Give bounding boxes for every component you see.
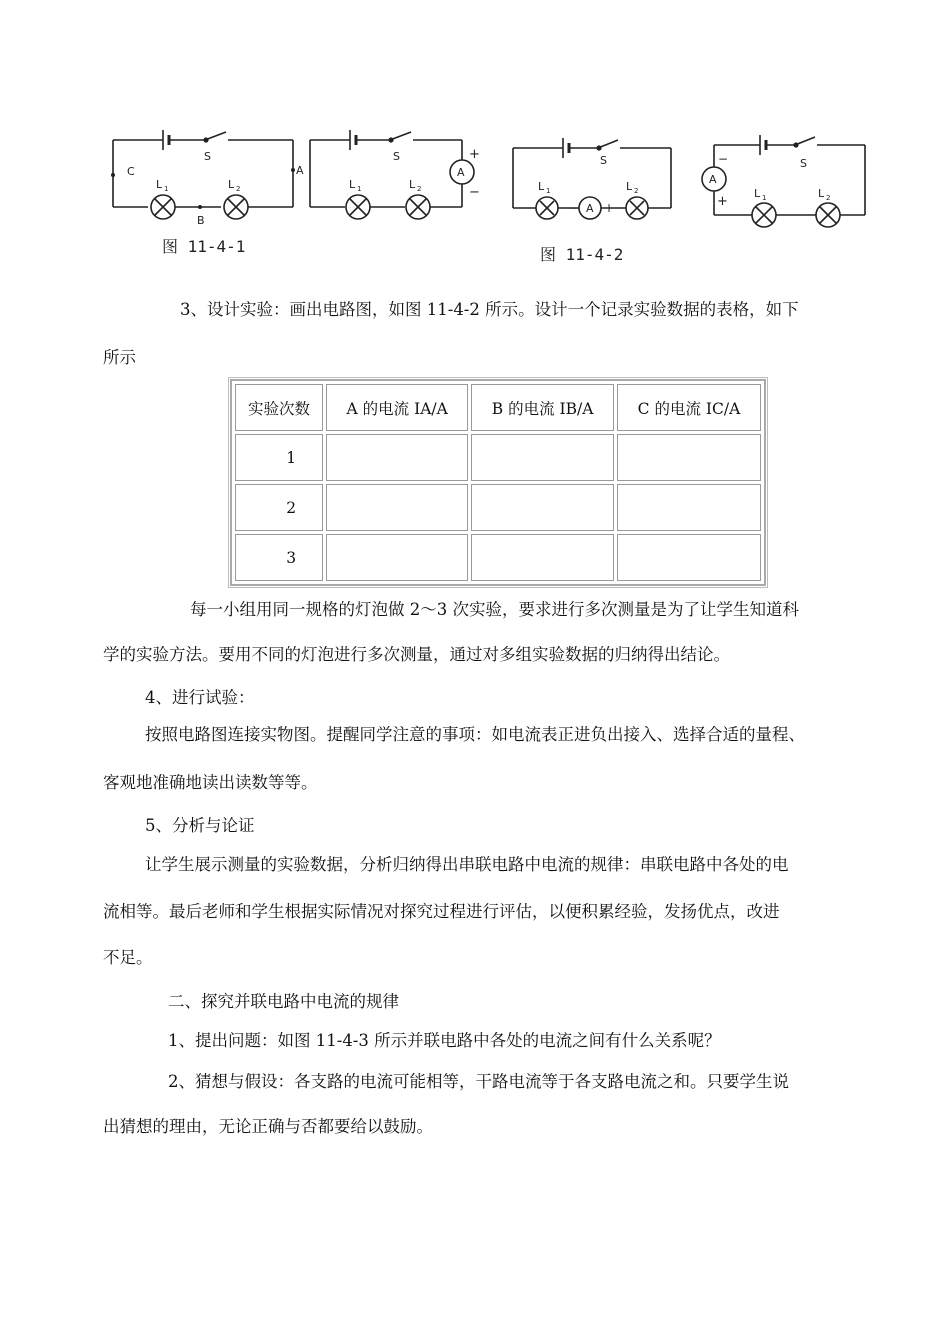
- svg-text:S: S: [600, 154, 607, 167]
- circuit-figure-2a: [305, 120, 490, 230]
- section2-title: 二、探究并联电路中电流的规律: [168, 992, 399, 1011]
- table-cell: [471, 434, 614, 481]
- table-cell: [617, 534, 761, 581]
- series-circuit-ammeter-middle: [508, 128, 678, 228]
- section2-question1: 1、提出问题：如图 11-4-3 所示并联电路中各处的电流之间有什么关系呢？: [168, 1031, 721, 1050]
- paragraph-method-line2: 学的实验方法。要用不同的灯泡进行多次测量，通过对多组实验数据的归纳得出结论。: [103, 645, 730, 664]
- svg-text:1: 1: [357, 185, 362, 193]
- svg-text:+: +: [717, 194, 728, 209]
- table-cell: [326, 434, 468, 481]
- svg-text:L: L: [754, 187, 761, 200]
- svg-text:L: L: [538, 180, 545, 193]
- figure-caption-11-4-2: 图 11-4-2: [540, 245, 624, 264]
- table-cell: [471, 534, 614, 581]
- section2-question2-line2: 出猜想的理由，无论正确与否都要给以鼓励。: [103, 1117, 433, 1136]
- table-row: [235, 534, 761, 581]
- table-row: [235, 434, 761, 481]
- table-header-cell: 实验次数: [235, 384, 323, 431]
- table-row: [235, 484, 761, 531]
- step4-line1: 按照电路图连接实物图。提醒同学注意的事项：如电流表正进负出接入、选择合适的量程、: [145, 725, 805, 744]
- table-cell: [326, 534, 468, 581]
- series-circuit-abc: [108, 120, 304, 230]
- data-table: [230, 379, 766, 586]
- step5-title: 5、分析与论证: [145, 816, 255, 835]
- svg-text:A: A: [586, 202, 594, 215]
- svg-text:2: 2: [236, 185, 241, 193]
- table-cell: [617, 434, 761, 481]
- step5-line1: 让学生展示测量的实验数据，分析归纳得出串联电路中电流的规律：串联电路中各处的电: [145, 855, 789, 874]
- svg-text:1: 1: [164, 185, 169, 193]
- svg-text:A: A: [709, 173, 717, 186]
- svg-text:A: A: [457, 166, 465, 179]
- paragraph-design-experiment-line1: 3、设计实验：画出电路图，如图 11-4-2 所示。设计一个记录实验数据的表格，如下: [180, 300, 799, 319]
- svg-text:A: A: [296, 164, 304, 177]
- table-cell: 3: [235, 534, 323, 581]
- paragraph-design-experiment-line2: 所示: [103, 348, 136, 367]
- table-cell: [326, 484, 468, 531]
- svg-text:L: L: [409, 178, 416, 191]
- step4-line2: 客观地准确地读出读数等等。: [103, 773, 318, 792]
- svg-text:L: L: [818, 187, 825, 200]
- svg-text:−: −: [569, 201, 580, 215]
- paragraph-method-line1: 每一小组用同一规格的灯泡做 2～3 次实验，要求进行多次测量是为了让学生知道科: [190, 600, 799, 619]
- svg-text:2: 2: [634, 187, 639, 195]
- svg-text:S: S: [393, 150, 400, 163]
- circuit-figure-2c: [700, 125, 870, 230]
- circuit-figure-1: [108, 120, 304, 230]
- section2-question2-line1: 2、猜想与假设：各支路的电流可能相等，干路电流等于各支路电流之和。只要学生说: [168, 1072, 789, 1091]
- svg-text:1: 1: [762, 194, 767, 202]
- series-circuit-ammeter-right: [305, 120, 490, 230]
- svg-text:−: −: [718, 152, 729, 166]
- svg-text:1: 1: [546, 187, 551, 195]
- svg-text:S: S: [800, 157, 807, 170]
- table-cell: 1: [235, 434, 323, 481]
- svg-text:L: L: [228, 178, 235, 191]
- table-header-cell: B 的电流 IB/A: [471, 384, 614, 431]
- svg-text:L: L: [156, 178, 163, 191]
- svg-text:L: L: [626, 180, 633, 193]
- svg-text:B: B: [197, 214, 205, 227]
- svg-text:2: 2: [826, 194, 831, 202]
- step5-line3: 不足。: [103, 948, 153, 967]
- svg-text:+: +: [604, 201, 615, 215]
- svg-text:−: −: [469, 185, 480, 200]
- svg-text:2: 2: [417, 185, 422, 193]
- series-circuit-ammeter-left: [700, 125, 870, 230]
- step4-title: 4、进行试验：: [145, 688, 255, 707]
- table-cell: 2: [235, 484, 323, 531]
- table-header-cell: C 的电流 IC/A: [617, 384, 761, 431]
- svg-text:C: C: [127, 165, 135, 178]
- table-header-cell: A 的电流 IA/A: [326, 384, 468, 431]
- table-cell: [471, 484, 614, 531]
- svg-text:S: S: [204, 150, 211, 163]
- svg-text:L: L: [349, 178, 356, 191]
- step5-line2: 流相等。最后老师和学生根据实际情况对探究过程进行评估，以便积累经验，发扬优点，改进: [103, 902, 780, 921]
- circuit-figure-2b: [508, 128, 678, 228]
- figure-caption-11-4-1: 图 11-4-1: [162, 237, 246, 256]
- table-cell: [617, 484, 761, 531]
- table-header-row: [235, 384, 761, 431]
- svg-text:+: +: [469, 147, 480, 162]
